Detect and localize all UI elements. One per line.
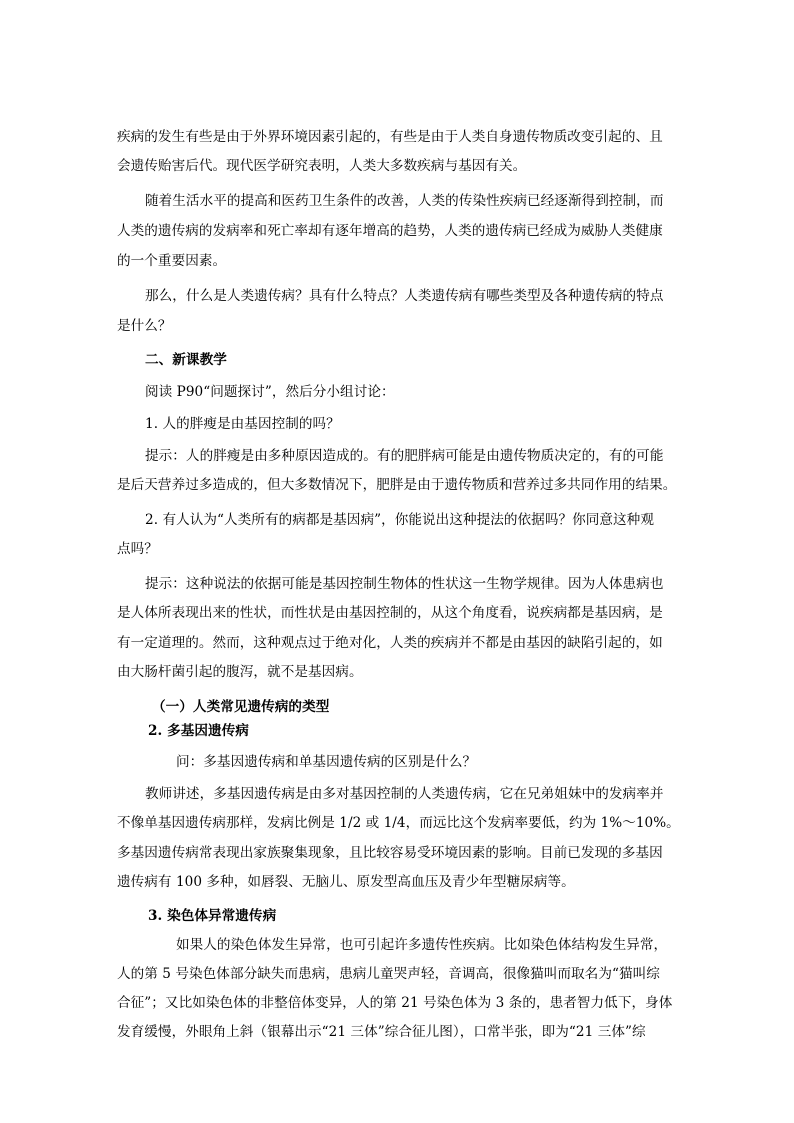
chromosome-paragraph-line-3: 合征”；又比如染色体的非整倍体变异，人的第 21 号染色体为 3 条的，患者智力低下，身体 <box>117 995 673 1011</box>
question-2-line-2: 点吗？ <box>117 541 158 557</box>
hint-2-line-3: 有一定道理的。然而，这种观点过于绝对化，人类的疾病并不都是由基因的缺陷引起的，如 <box>117 635 663 651</box>
paragraph-intro-line-1: 疾病的发生有些是由于外界环境因素引起的，有些是由于人类自身遗传物质改变引起的、且 <box>117 129 663 145</box>
paragraph-trend-line-2: 人类的遗传病的发病率和死亡率却有逐年增高的趋势，人类的遗传病已经成为威胁人类健康 <box>117 223 663 239</box>
question-1: 1. 人的胖瘦是由基因控制的吗？ <box>145 416 340 432</box>
teacher-paragraph-line-1: 教师讲述，多基因遗传病是由多对基因控制的人类遗传病，它在兄弟姐妹中的发病率并 <box>145 786 664 802</box>
hint-2-line-4: 由大肠杆菌引起的腹泻，就不是基因病。 <box>117 664 363 680</box>
hint-2-line-1: 提示：这种说法的依据可能是基因控制生物体的性状这一生物学规律。因为人体患病也 <box>145 576 664 592</box>
paragraph-question-line-1: 那么，什么是人类遗传病？具有什么特点？人类遗传病有哪些类型及各种遗传病的特点 <box>145 288 664 304</box>
hint-1-line-1: 提示：人的胖瘦是由多种原因造成的。有的肥胖病可能是由遗传物质决定的，有的可能 <box>145 448 664 464</box>
heading-disease-types: （一）人类常见遗传病的类型 <box>152 699 330 715</box>
hint-2-line-2: 是人体所表现出来的性状，而性状是由基因控制的，从这个角度看，说疾病都是基因病，是 <box>117 605 663 621</box>
paragraph-reading: 阅读 P90“问题探讨”，然后分小组讨论： <box>145 384 395 400</box>
teacher-paragraph-line-3: 多基因遗传病常表现出家族聚集现象，且比较容易受环境因素的影响。目前已发现的多基因 <box>117 845 663 861</box>
question-3: 问：多基因遗传病和单基因遗传病的区别是什么？ <box>176 754 477 770</box>
heading-new-lesson: 二、新课教学 <box>145 352 227 368</box>
paragraph-question-line-2: 是什么？ <box>117 318 172 334</box>
question-2-line-1: 2. 有人认为“人类所有的病都是基因病”，你能说出这种提法的依据吗？你同意这种观 <box>145 512 654 528</box>
chromosome-paragraph-line-2: 人的第 5 号染色体部分缺失而患病，患病儿童哭声轻，音调高，很像猫叫而取名为“猫叫综 <box>117 966 660 982</box>
paragraph-trend-line-3: 的一个重要因素。 <box>117 253 227 269</box>
paragraph-intro-line-2: 会遗传贻害后代。现代医学研究表明，人类大多数疾病与基因有关。 <box>117 158 527 174</box>
teacher-paragraph-line-4: 遗传病有 100 多种，如唇裂、无脑儿、原发型高血压及青少年型糖尿病等。 <box>117 874 575 890</box>
chromosome-paragraph-line-1: 如果人的染色体发生异常，也可引起许多遗传性疾病。比如染色体结构发生异常， <box>176 937 668 953</box>
hint-1-line-2: 是后天营养过多造成的，但大多数情况下，肥胖是由于遗传物质和营养过多共同作用的结果。 <box>117 477 677 493</box>
chromosome-paragraph-line-4: 发育缓慢，外眼角上斜（银幕出示“21 三体”综合征儿图），口常半张，即为“21 三体”综 <box>117 1024 646 1040</box>
teacher-paragraph-line-2: 不像单基因遗传病那样，发病比例是 1/2 或 1/4，而远比这个发病率要低，约为 1%～10%。 <box>117 815 680 831</box>
paragraph-trend-line-1: 随着生活水平的提高和医药卫生条件的改善，人类的传染性疾病已经逐渐得到控制，而 <box>145 193 664 209</box>
heading-polygenic: 2. 多基因遗传病 <box>148 723 249 739</box>
heading-chromosome: 3. 染色体异常遗传病 <box>148 908 277 924</box>
